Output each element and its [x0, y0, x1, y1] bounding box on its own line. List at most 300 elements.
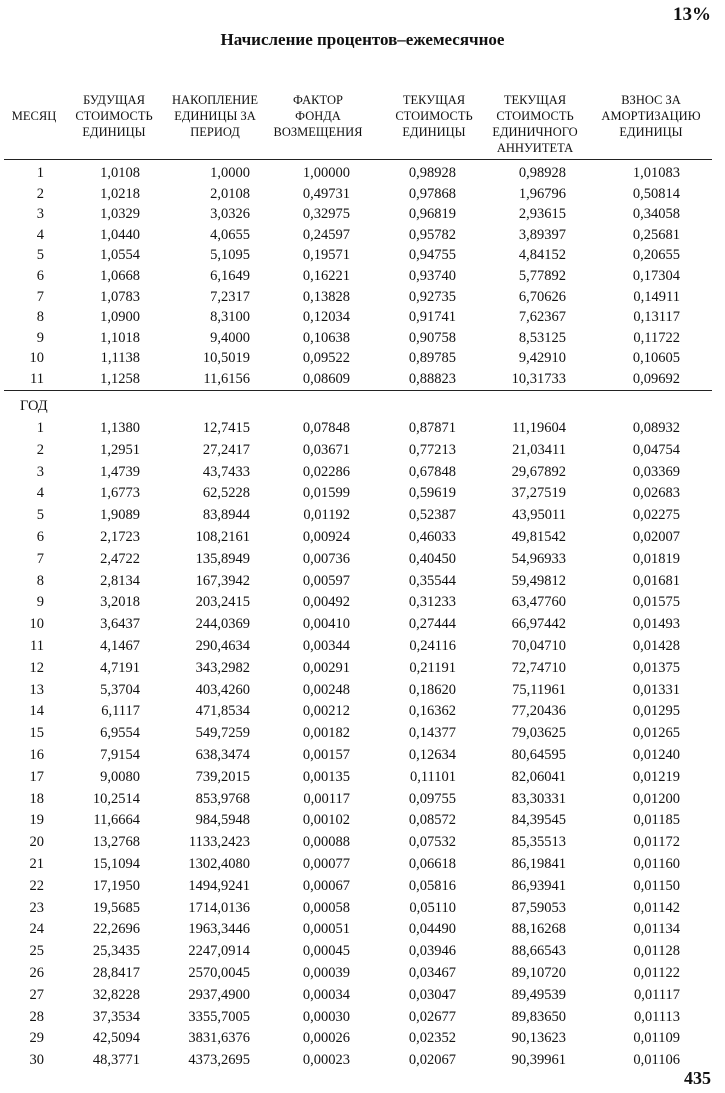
value-cell: 1,00000 — [302, 165, 350, 181]
header-line: ТЕКУЩАЯ — [503, 93, 567, 107]
value-cell: 135,8949 — [195, 550, 250, 567]
period-cell: 7 — [36, 288, 44, 305]
value-cell: 0,09755 — [408, 790, 456, 807]
value-cell: 4373,2695 — [188, 1052, 250, 1069]
value-cell: 6,70626 — [518, 288, 566, 305]
value-cell: 83,8944 — [202, 507, 250, 524]
value-cell: 77,20436 — [511, 703, 566, 720]
period-cell: 2 — [36, 441, 44, 458]
table-row — [0, 206, 725, 226]
header-line: ЕДИНИЦЫ — [402, 125, 466, 139]
value-cell: 1,0554 — [100, 247, 140, 264]
value-cell: 0,01113 — [633, 1008, 680, 1025]
period-cell: 3 — [36, 463, 44, 480]
value-cell: 0,01599 — [302, 485, 350, 502]
header-annuity-present-value — [480, 92, 590, 156]
value-cell: 4,1467 — [100, 638, 140, 654]
value-cell: 0,02275 — [632, 507, 680, 524]
value-cell: 739,2015 — [195, 768, 250, 785]
table-row — [0, 1052, 725, 1072]
value-cell: 0,50814 — [632, 185, 680, 202]
value-cell: 0,97868 — [408, 185, 456, 202]
value-cell: 0,08572 — [408, 812, 456, 829]
value-cell: 0,14377 — [408, 725, 456, 742]
value-cell: 54,96933 — [511, 550, 566, 567]
value-cell: 0,03671 — [302, 441, 350, 458]
value-cell: 80,64595 — [511, 747, 566, 763]
value-cell: 0,01375 — [632, 659, 680, 676]
value-cell: 0,18620 — [408, 681, 456, 698]
value-cell: 28,8417 — [92, 965, 140, 981]
value-cell: 17,1950 — [92, 877, 140, 894]
value-cell: 2,0108 — [210, 185, 250, 202]
period-cell: 9 — [36, 329, 44, 346]
header-line: АННУИТЕТА — [496, 141, 574, 155]
period-cell: 23 — [29, 899, 44, 916]
value-cell: 1,96796 — [518, 185, 566, 202]
period-cell: 13 — [29, 681, 44, 698]
table-row — [0, 529, 725, 549]
value-cell: 0,01428 — [632, 638, 680, 654]
period-cell: 9 — [36, 594, 44, 611]
table-row — [0, 616, 725, 636]
value-cell: 3831,6376 — [188, 1030, 250, 1047]
header-present-value — [382, 92, 486, 140]
value-cell: 0,01265 — [632, 725, 680, 742]
value-cell: 2,4722 — [100, 550, 140, 567]
value-cell: 1,01083 — [632, 165, 680, 181]
value-cell: 0,03369 — [632, 463, 680, 480]
table-row — [0, 987, 725, 1007]
value-cell: 0,12634 — [408, 747, 456, 763]
value-cell: 0,24116 — [409, 638, 456, 654]
value-cell: 0,09522 — [302, 350, 350, 367]
value-cell: 0,00067 — [302, 877, 350, 894]
value-cell: 5,77892 — [518, 268, 566, 284]
table-row — [0, 1009, 725, 1029]
value-cell: 0,04490 — [408, 921, 456, 938]
value-cell: 32,8228 — [92, 986, 140, 1003]
value-cell: 13,2768 — [92, 834, 140, 851]
value-cell: 10,2514 — [92, 790, 140, 807]
period-cell: 28 — [29, 1008, 44, 1025]
value-cell: 9,42910 — [518, 350, 566, 367]
value-cell: 0,01240 — [632, 747, 680, 763]
value-cell: 0,77213 — [408, 441, 456, 458]
value-cell: 0,01819 — [632, 550, 680, 567]
value-cell: 203,2415 — [195, 594, 250, 611]
table-row — [0, 921, 725, 941]
header-line: ЕДИНИЦЫ — [82, 125, 146, 139]
value-cell: 0,02007 — [632, 529, 680, 545]
table-row — [0, 289, 725, 309]
period-cell: 14 — [29, 703, 44, 720]
header-line: СТОИМОСТЬ — [395, 109, 473, 123]
period-cell: 4 — [36, 485, 44, 502]
value-cell: 11,6664 — [93, 812, 140, 829]
value-cell: 10,5019 — [202, 350, 250, 367]
table-row — [0, 725, 725, 745]
table-row — [0, 309, 725, 329]
header-month: МЕСЯЦ — [11, 109, 57, 123]
value-cell: 0,08932 — [632, 420, 680, 436]
value-cell: 0,00034 — [302, 986, 350, 1003]
table-row — [0, 485, 725, 505]
value-cell: 25,3435 — [92, 943, 140, 960]
value-cell: 0,00023 — [302, 1052, 350, 1069]
table-row — [0, 769, 725, 789]
value-cell: 0,01681 — [632, 572, 680, 589]
value-cell: 0,46033 — [408, 529, 456, 545]
value-cell: 2570,0045 — [188, 965, 250, 981]
value-cell: 15,1094 — [92, 856, 140, 872]
value-cell: 1,1018 — [100, 329, 140, 346]
value-cell: 0,16362 — [408, 703, 456, 720]
value-cell: 83,30331 — [511, 790, 566, 807]
value-cell: 11,6156 — [203, 371, 250, 387]
table-row — [0, 420, 725, 440]
value-cell: 6,1649 — [210, 268, 250, 284]
value-cell: 1,0329 — [100, 206, 140, 223]
value-cell: 0,06618 — [408, 856, 456, 872]
value-cell: 0,00344 — [302, 638, 350, 654]
value-cell: 8,53125 — [518, 329, 566, 346]
period-cell: 20 — [29, 834, 44, 851]
table-row — [0, 965, 725, 985]
value-cell: 0,03047 — [408, 986, 456, 1003]
value-cell: 0,00248 — [302, 681, 350, 698]
value-cell: 0,00030 — [302, 1008, 350, 1025]
value-cell: 290,4634 — [195, 638, 250, 654]
value-cell: 0,01192 — [303, 507, 350, 524]
header-line: ВОЗМЕЩЕНИЯ — [273, 125, 363, 139]
value-cell: 1494,9241 — [188, 877, 250, 894]
value-cell: 0,98928 — [408, 165, 456, 181]
value-cell: 0,04754 — [632, 441, 680, 458]
table-row — [0, 791, 725, 811]
period-cell: 27 — [29, 986, 44, 1003]
value-cell: 89,10720 — [511, 965, 566, 981]
value-cell: 2937,4900 — [188, 986, 250, 1003]
value-cell: 84,39545 — [511, 812, 566, 829]
header-line: ТЕКУЩАЯ — [402, 93, 466, 107]
value-cell: 12,7415 — [202, 420, 250, 436]
header-line: ВЗНОС ЗА — [621, 93, 681, 107]
value-cell: 0,01117 — [633, 986, 680, 1003]
value-cell: 3,2018 — [100, 594, 140, 611]
period-cell: 6 — [36, 268, 44, 284]
value-cell: 0,88823 — [408, 371, 456, 387]
value-cell: 167,3942 — [195, 572, 250, 589]
value-cell: 90,39961 — [511, 1052, 566, 1069]
period-cell: 8 — [36, 309, 44, 326]
value-cell: 0,31233 — [408, 594, 456, 611]
period-cell: 24 — [29, 921, 44, 938]
table-row — [0, 703, 725, 723]
value-cell: 0,01134 — [633, 921, 680, 938]
value-cell: 37,27519 — [511, 485, 566, 502]
value-cell: 1,0108 — [100, 165, 140, 181]
table-row — [0, 330, 725, 350]
value-cell: 0,01185 — [633, 812, 680, 829]
period-cell: 21 — [29, 856, 44, 872]
value-cell: 0,00102 — [302, 812, 350, 829]
value-cell: 37,3534 — [92, 1008, 140, 1025]
value-cell: 0,05110 — [409, 899, 456, 916]
value-cell: 2,93615 — [518, 206, 566, 223]
value-cell: 48,3771 — [92, 1052, 140, 1069]
header-accumulation — [160, 92, 270, 140]
value-cell: 1963,3446 — [188, 921, 250, 938]
header-line: АМОРТИЗАЦИЮ — [601, 109, 701, 123]
value-cell: 0,00597 — [302, 572, 350, 589]
table-row — [0, 594, 725, 614]
value-cell: 0,17304 — [632, 268, 680, 284]
value-cell: 3,89397 — [518, 226, 566, 243]
value-cell: 403,4260 — [195, 681, 250, 698]
period-cell: 1 — [36, 420, 44, 436]
value-cell: 0,00492 — [302, 594, 350, 611]
value-cell: 0,10605 — [632, 350, 680, 367]
value-cell: 59,49812 — [511, 572, 566, 589]
period-cell: 8 — [36, 572, 44, 589]
value-cell: 0,34058 — [632, 206, 680, 223]
table-row — [0, 900, 725, 920]
table-row — [0, 247, 725, 267]
value-cell: 19,5685 — [92, 899, 140, 916]
value-cell: 244,0369 — [195, 616, 250, 633]
value-cell: 0,13828 — [302, 288, 350, 305]
header-line: БУДУЩАЯ — [83, 93, 145, 107]
page-title: Начисление процентов–ежемесячное — [220, 30, 505, 49]
value-cell: 2,1723 — [100, 529, 140, 545]
table-row — [0, 1030, 725, 1050]
table-row — [0, 660, 725, 680]
value-cell: 471,8534 — [195, 703, 250, 720]
value-cell: 5,1095 — [210, 247, 250, 264]
value-cell: 3355,7005 — [188, 1008, 250, 1025]
value-cell: 0,00212 — [302, 703, 350, 720]
period-cell: 7 — [36, 550, 44, 567]
table-row — [0, 812, 725, 832]
value-cell: 0,98928 — [518, 165, 566, 181]
value-cell: 1,0900 — [100, 309, 140, 326]
value-cell: 9,4000 — [210, 329, 250, 346]
value-cell: 0,00045 — [302, 943, 350, 960]
value-cell: 1,1258 — [100, 371, 140, 387]
period-cell: 30 — [29, 1052, 44, 1069]
period-cell: 22 — [29, 877, 44, 894]
period-cell: 10 — [29, 350, 44, 367]
header-line: ПЕРИОД — [190, 125, 240, 139]
header-line: СТОИМОСТЬ — [496, 109, 574, 123]
value-cell: 1,0440 — [100, 226, 140, 243]
value-cell: 0,91741 — [408, 309, 456, 326]
value-cell: 0,01331 — [632, 681, 680, 698]
value-cell: 0,01106 — [633, 1052, 680, 1069]
value-cell: 2247,0914 — [188, 943, 250, 960]
value-cell: 0,87871 — [408, 420, 456, 436]
header-line: ЕДИНИЦЫ ЗА — [174, 109, 256, 123]
value-cell: 0,07848 — [302, 420, 350, 436]
value-cell: 1302,4080 — [188, 856, 250, 872]
value-cell: 86,93941 — [511, 877, 566, 894]
value-cell: 0,92735 — [408, 288, 456, 305]
value-cell: 1,1380 — [100, 420, 140, 436]
value-cell: 0,02352 — [408, 1030, 456, 1047]
period-cell: 5 — [36, 507, 44, 524]
table-row — [0, 943, 725, 963]
value-cell: 0,89785 — [408, 350, 456, 367]
value-cell: 0,01142 — [633, 899, 680, 916]
value-cell: 0,09692 — [632, 371, 680, 387]
value-cell: 0,00039 — [302, 965, 350, 981]
period-cell: 17 — [29, 768, 44, 785]
value-cell: 42,5094 — [92, 1030, 140, 1047]
value-cell: 108,2161 — [195, 529, 250, 545]
value-cell: 0,02677 — [408, 1008, 456, 1025]
value-cell: 0,95782 — [408, 226, 456, 243]
period-cell: 5 — [36, 247, 44, 264]
value-cell: 11,19604 — [512, 420, 566, 436]
value-cell: 0,90758 — [408, 329, 456, 346]
value-cell: 984,5948 — [195, 812, 250, 829]
value-cell: 1,4739 — [100, 463, 140, 480]
value-cell: 549,7259 — [195, 725, 250, 742]
value-cell: 0,00051 — [302, 921, 350, 938]
value-cell: 1,0668 — [100, 268, 140, 284]
year-section-label: ГОД — [20, 398, 48, 414]
value-cell: 0,11722 — [633, 329, 680, 346]
header-line: ФАКТОР — [293, 93, 343, 107]
table-row — [0, 442, 725, 462]
value-cell: 0,03467 — [408, 965, 456, 981]
value-cell: 1,0783 — [100, 288, 140, 305]
value-cell: 21,03411 — [512, 441, 566, 458]
value-cell: 0,00182 — [302, 725, 350, 742]
period-cell: 11 — [30, 638, 44, 654]
value-cell: 0,07532 — [408, 834, 456, 851]
value-cell: 79,03625 — [511, 725, 566, 742]
period-cell: 6 — [36, 529, 44, 545]
section-divider — [4, 390, 712, 391]
header-divider — [4, 159, 712, 160]
value-cell: 0,01172 — [633, 834, 680, 851]
value-cell: 29,67892 — [511, 463, 566, 480]
table-row — [0, 165, 725, 185]
value-cell: 10,31733 — [511, 371, 566, 387]
value-cell: 85,35513 — [511, 834, 566, 851]
value-cell: 0,96819 — [408, 206, 456, 223]
value-cell: 0,40450 — [408, 550, 456, 567]
table-row — [0, 227, 725, 247]
value-cell: 43,95011 — [512, 507, 566, 524]
value-cell: 86,19841 — [511, 856, 566, 872]
table-row — [0, 507, 725, 527]
period-cell: 18 — [29, 790, 44, 807]
header-line: ФОНДА — [295, 109, 341, 123]
value-cell: 8,3100 — [210, 309, 250, 326]
value-cell: 63,47760 — [511, 594, 566, 611]
value-cell: 0,05816 — [408, 877, 456, 894]
value-cell: 7,2317 — [210, 288, 250, 305]
value-cell: 1,0218 — [100, 185, 140, 202]
period-cell: 29 — [29, 1030, 44, 1047]
value-cell: 3,6437 — [100, 616, 140, 633]
table-row — [0, 464, 725, 484]
value-cell: 0,16221 — [302, 268, 350, 284]
value-cell: 0,14911 — [633, 288, 680, 305]
header-future-value — [66, 92, 162, 140]
value-cell: 0,01295 — [632, 703, 680, 720]
period-cell: 2 — [36, 185, 44, 202]
value-cell: 72,74710 — [511, 659, 566, 676]
page-number: 435 — [684, 1068, 711, 1088]
value-cell: 0,10638 — [302, 329, 350, 346]
value-cell: 1,1138 — [100, 350, 140, 367]
value-cell: 2,8134 — [100, 572, 140, 589]
value-cell: 0,12034 — [302, 309, 350, 326]
value-cell: 638,3474 — [195, 747, 250, 763]
value-cell: 0,52387 — [408, 507, 456, 524]
value-cell: 0,25681 — [632, 226, 680, 243]
period-cell: 4 — [36, 226, 44, 243]
value-cell: 0,20655 — [632, 247, 680, 264]
value-cell: 0,01150 — [633, 877, 680, 894]
value-cell: 7,9154 — [100, 747, 140, 763]
value-cell: 82,06041 — [511, 768, 566, 785]
value-cell: 0,00135 — [302, 768, 350, 785]
header-line: ЕДИНИЧНОГО — [492, 125, 578, 139]
table-row — [0, 878, 725, 898]
value-cell: 62,5228 — [202, 485, 250, 502]
value-cell: 0,93740 — [408, 268, 456, 284]
interest-rate-label: 13% — [673, 4, 711, 25]
table-row — [0, 834, 725, 854]
value-cell: 88,66543 — [511, 943, 566, 960]
period-cell: 19 — [29, 812, 44, 829]
value-cell: 0,49731 — [302, 185, 350, 202]
value-cell: 89,49539 — [511, 986, 566, 1003]
value-cell: 7,62367 — [518, 309, 566, 326]
header-sinking-fund-factor — [272, 92, 364, 140]
value-cell: 0,01160 — [633, 856, 680, 872]
table-row — [0, 551, 725, 571]
value-cell: 0,11101 — [409, 768, 456, 785]
value-cell: 27,2417 — [202, 441, 250, 458]
value-cell: 0,00088 — [302, 834, 350, 851]
value-cell: 1,2951 — [100, 441, 140, 458]
value-cell: 6,9554 — [100, 725, 140, 742]
period-cell: 3 — [36, 206, 44, 223]
period-cell: 10 — [29, 616, 44, 633]
value-cell: 49,81542 — [511, 529, 566, 545]
header-amortization-payment — [590, 92, 712, 140]
value-cell: 0,32975 — [302, 206, 350, 223]
value-cell: 90,13623 — [511, 1030, 566, 1047]
table-row — [0, 856, 725, 876]
value-cell: 0,08609 — [302, 371, 350, 387]
value-cell: 4,0655 — [210, 226, 250, 243]
period-cell: 1 — [36, 165, 44, 181]
value-cell: 0,19571 — [302, 247, 350, 264]
period-cell: 25 — [29, 943, 44, 960]
value-cell: 1,9089 — [100, 507, 140, 524]
value-cell: 0,01122 — [633, 965, 680, 981]
value-cell: 0,24597 — [302, 226, 350, 243]
value-cell: 3,0326 — [210, 206, 250, 223]
table-row — [0, 638, 725, 658]
